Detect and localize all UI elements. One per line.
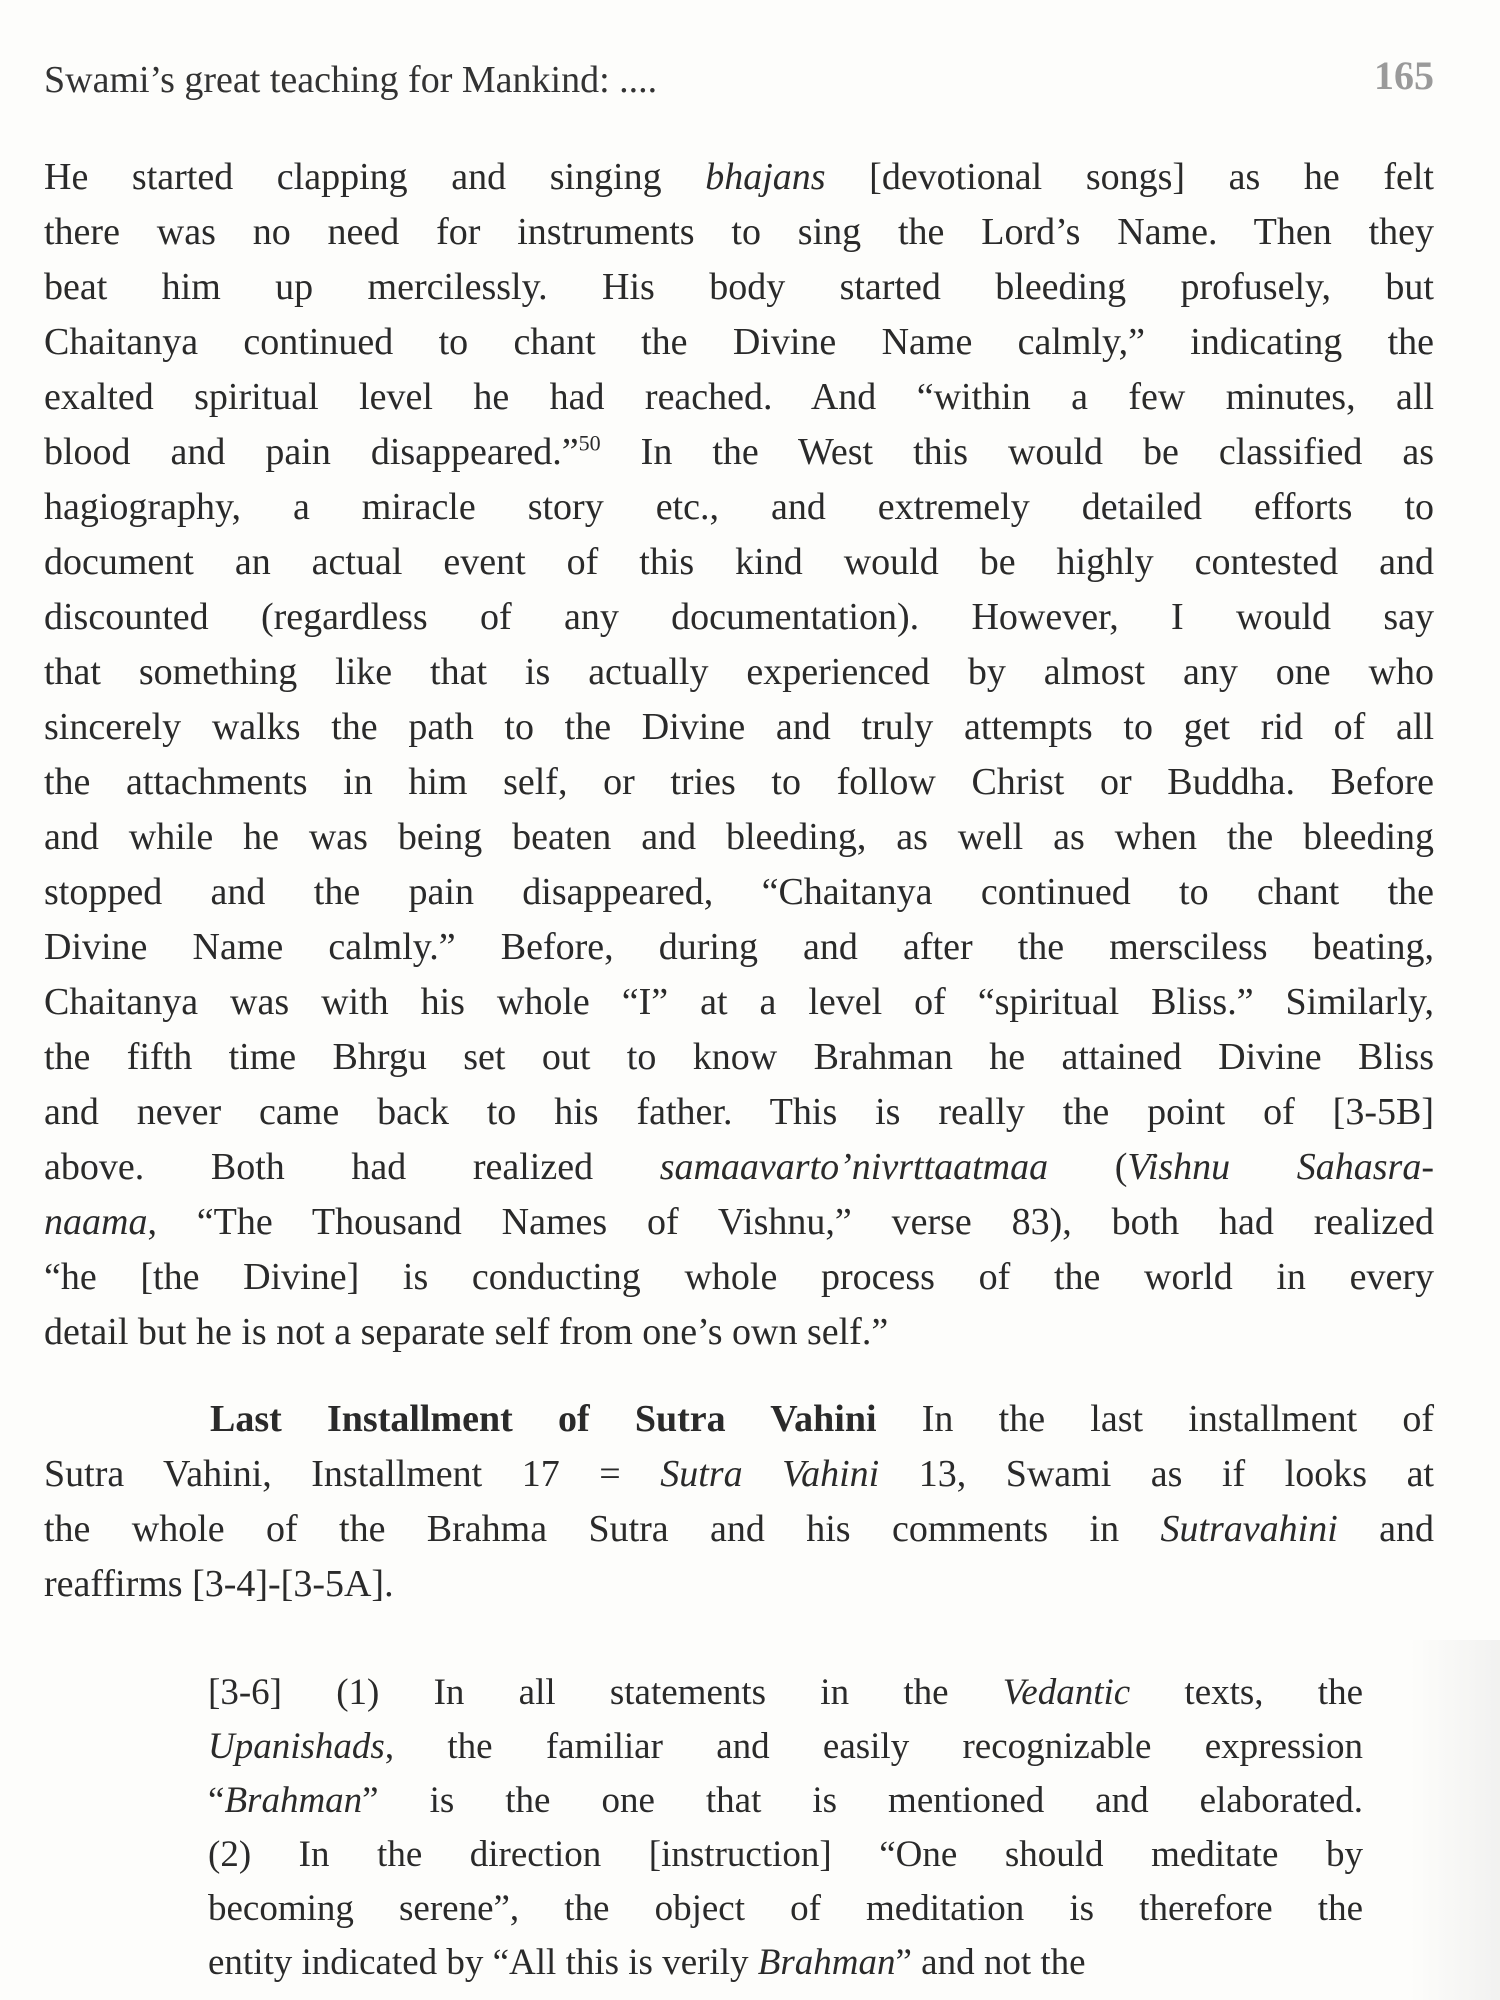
text-run: and never came back to his father. This is really the point of [3-5B]	[44, 1091, 1434, 1133]
text-line	[44, 645, 1434, 700]
text-line	[44, 205, 1434, 260]
footnote-ref: 50	[578, 430, 601, 456]
text-line	[44, 1030, 1434, 1085]
italic-run: bhajans	[705, 156, 826, 198]
text-line	[44, 590, 1434, 645]
text-run: He started clapping and singing	[44, 156, 706, 198]
paragraph-last-installment	[44, 1392, 1434, 1612]
text-run: ” is the one that is mentioned and elaborated.	[362, 1780, 1363, 1821]
quote-text	[208, 1666, 1363, 1990]
italic-run: Vishnu Sahasra-	[1127, 1146, 1435, 1188]
text-run: entity indicated by “All this is verily	[208, 1942, 758, 1983]
text-run: and	[1337, 1508, 1434, 1550]
text-run: Sutra Vahini, Installment 17 =	[44, 1453, 661, 1495]
text-run: the whole of the Brahma Sutra and his comments in	[44, 1508, 1161, 1550]
text-run: In the last installment of	[876, 1398, 1435, 1440]
text-run: sincerely walks the path to the Divine and truly attempts to get rid of all	[44, 706, 1434, 748]
text-line	[44, 1250, 1434, 1305]
italic-run: Vedantic	[1002, 1672, 1131, 1713]
paragraph-1	[44, 150, 1434, 1360]
text-run: beat him up mercilessly. His body started bleeding profusely, but	[44, 266, 1434, 308]
text-run: above. Both had realized	[44, 1146, 660, 1188]
text-line	[208, 1882, 1363, 1936]
italic-run: Sutravahini	[1160, 1508, 1338, 1550]
text-line	[44, 150, 1434, 205]
text-run: discounted (regardless of any documentation). However, I would say	[44, 596, 1434, 638]
text-run: Chaitanya was with his whole “I” at a level of “spiritual Bliss.” Similarly,	[44, 981, 1434, 1023]
text-run: [devotional songs] as he felt	[825, 156, 1434, 198]
text-line	[44, 810, 1434, 865]
italic-run: Sutra Vahini	[660, 1453, 880, 1495]
running-title: Swami’s great teaching for Mankind: ....	[44, 59, 658, 101]
text-line	[44, 1447, 1434, 1502]
text-run: (2) In the direction [instruction] “One should meditate by	[208, 1834, 1363, 1875]
text-line	[44, 755, 1434, 810]
text-run: texts, the	[1130, 1672, 1363, 1713]
text-run: In the West this would be classified as	[600, 431, 1434, 473]
italic-run: samaavarto’nivrttaatmaa	[659, 1146, 1049, 1188]
text-run: Chaitanya continued to chant the Divine Name calmly,” indicating the	[44, 321, 1434, 363]
italic-run: Upanishads	[208, 1726, 385, 1767]
text-line	[44, 315, 1434, 370]
text-run: (	[1048, 1146, 1128, 1188]
block-quote-3-6	[208, 1666, 1363, 1990]
text-run: “	[208, 1780, 225, 1821]
text-line	[44, 1557, 1434, 1612]
paragraph-chaitanya	[44, 150, 1434, 1360]
text-run: document an actual event of this kind would be highly contested and	[44, 541, 1434, 583]
text-run: “he [the Divine] is conducting whole process of the world in every	[44, 1256, 1434, 1298]
text-line	[44, 480, 1434, 535]
text-line	[208, 1774, 1363, 1828]
italic-run: Brahman	[757, 1942, 896, 1983]
italic-run: Brahman	[224, 1780, 363, 1821]
text-line	[44, 865, 1434, 920]
text-line	[44, 1502, 1434, 1557]
text-line	[44, 535, 1434, 590]
text-line	[44, 700, 1434, 755]
text-line	[44, 1305, 1434, 1360]
page-number: 165	[1374, 53, 1434, 98]
text-run: that something like that is actually experienced by almost any one who	[44, 651, 1434, 693]
text-run: 13, Swami as if looks at	[879, 1453, 1434, 1495]
text-run: exalted spiritual level he had reached. And “within a few minutes, all	[44, 376, 1434, 418]
text-run: ” and not the	[895, 1942, 1086, 1983]
italic-run: naama	[44, 1201, 148, 1243]
text-run: Divine Name calmly.” Before, during and after the mersciless beating,	[44, 926, 1434, 968]
text-line	[44, 1085, 1434, 1140]
text-line	[44, 1140, 1434, 1195]
text-run: blood and pain disappeared.”	[44, 431, 579, 473]
text-run: there was no need for instruments to sing the Lord’s Name. Then they	[44, 211, 1434, 253]
text-run: detail but he is not a separate self from one’s own self.”	[44, 1311, 889, 1353]
page-edge-shadow	[1410, 1640, 1500, 2000]
run-in-heading: Last Installment of Sutra Vahini	[210, 1398, 877, 1440]
text-run: the attachments in him self, or tries to follow Christ or Buddha. Before	[44, 761, 1434, 803]
text-line	[44, 975, 1434, 1030]
text-line	[208, 1720, 1363, 1774]
text-run: , “The Thousand Names of Vishnu,” verse 83), both had realized	[147, 1201, 1434, 1243]
text-run: and while he was being beaten and bleeding, as well as when the bleeding	[44, 816, 1434, 858]
running-head	[44, 53, 1434, 118]
text-line	[44, 260, 1434, 315]
paragraph-2	[44, 1392, 1434, 1612]
text-run: , the familiar and easily recognizable expression	[384, 1726, 1363, 1767]
text-run: reaffirms [3-4]-[3-5A].	[44, 1563, 394, 1605]
text-line	[44, 1195, 1434, 1250]
text-line	[208, 1936, 1363, 1990]
text-line	[44, 1392, 1434, 1447]
text-run: [3-6] (1) In all statements in the	[208, 1672, 1003, 1713]
text-line	[44, 920, 1434, 975]
text-run: the fifth time Bhrgu set out to know Brahman he attained Divine Bliss	[44, 1036, 1434, 1078]
text-line	[208, 1666, 1363, 1720]
text-line	[208, 1828, 1363, 1882]
text-line	[44, 370, 1434, 425]
text-run: hagiography, a miracle story etc., and extremely detailed efforts to	[44, 486, 1434, 528]
text-line	[44, 425, 1434, 480]
text-run: stopped and the pain disappeared, “Chaitanya continued to chant the	[44, 871, 1434, 913]
text-run: becoming serene”, the object of meditation is therefore the	[208, 1888, 1363, 1929]
